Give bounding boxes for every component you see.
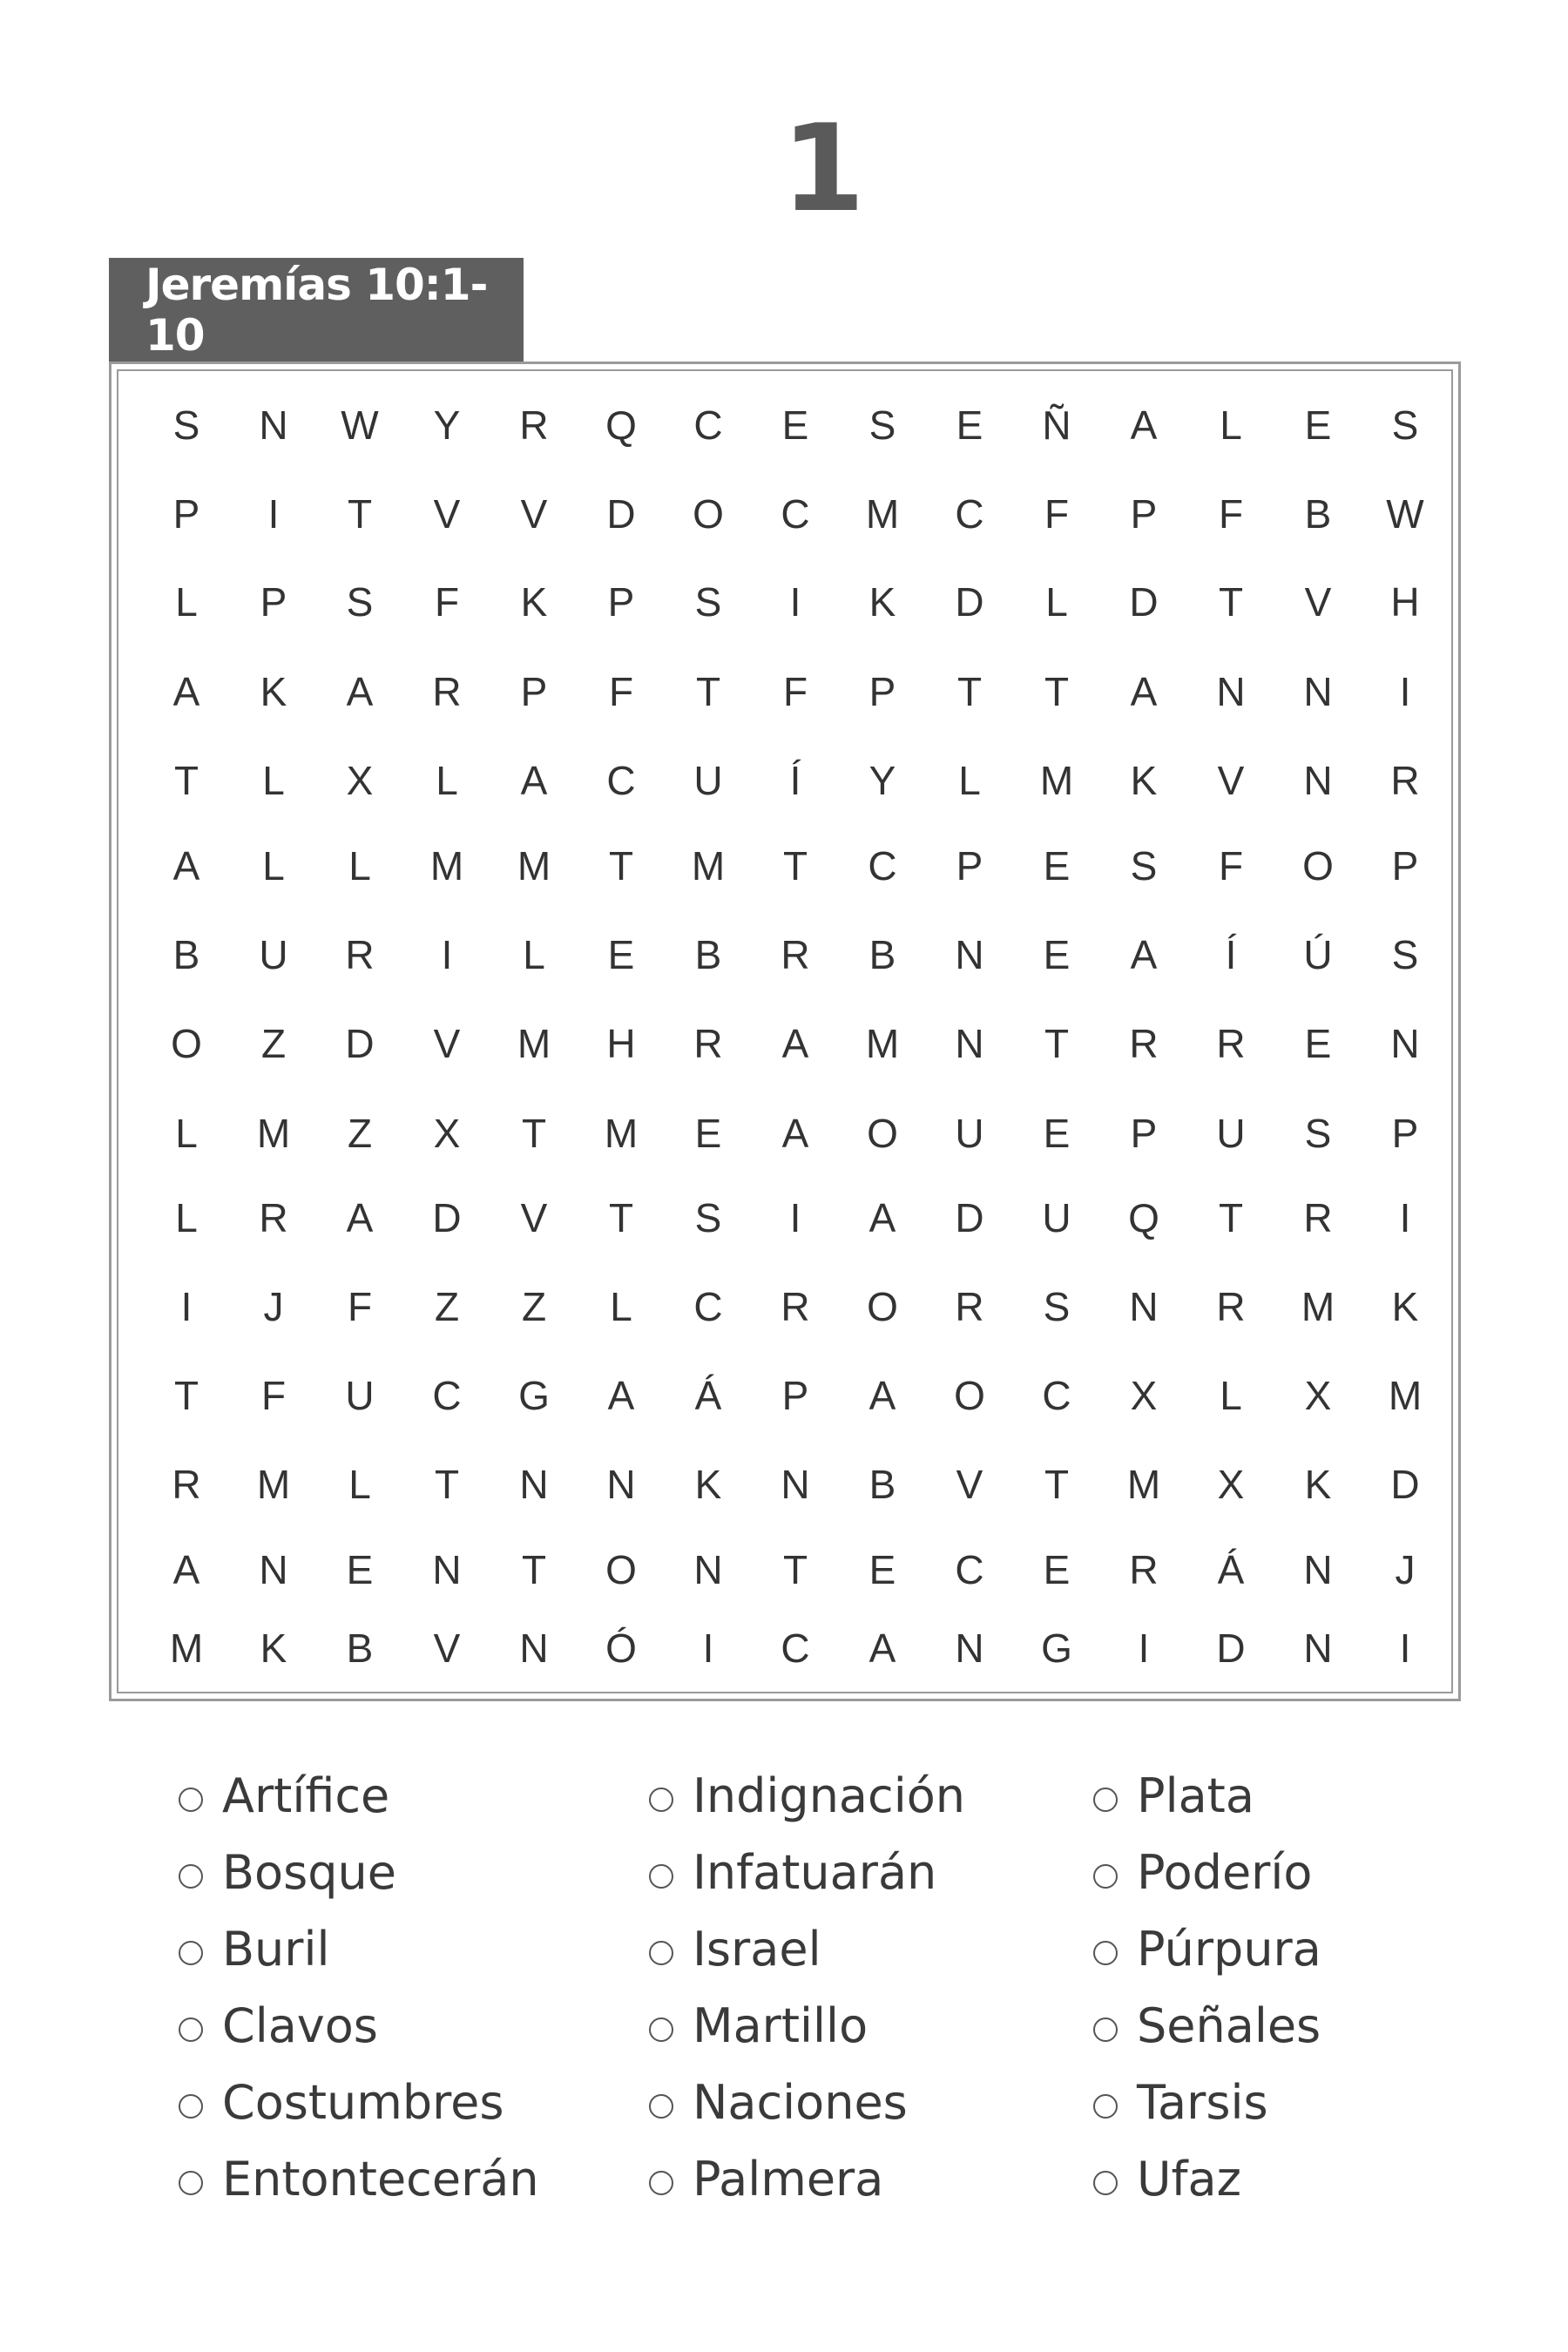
- grid-letter[interactable]: A: [868, 1195, 896, 1240]
- grid-letter[interactable]: G: [1041, 1625, 1072, 1671]
- word-label: Israel: [693, 1922, 821, 1977]
- word-list-column: [649, 1758, 965, 2218]
- checkbox-circle-icon[interactable]: [649, 1788, 673, 1812]
- grid-letter[interactable]: C: [1042, 1373, 1071, 1418]
- grid-letter[interactable]: D: [1129, 579, 1159, 625]
- grid-letter[interactable]: R: [781, 1284, 810, 1329]
- grid-letter[interactable]: P: [1130, 1111, 1158, 1156]
- grid-letter[interactable]: I: [1399, 669, 1411, 714]
- grid-letter[interactable]: M: [1301, 1284, 1335, 1329]
- grid-letter[interactable]: R: [259, 1195, 288, 1240]
- grid-letter[interactable]: M: [517, 1021, 551, 1066]
- grid-letter[interactable]: C: [606, 758, 636, 803]
- word-list-item: [1093, 2065, 1321, 2141]
- grid-letter[interactable]: X: [1217, 1462, 1245, 1507]
- grid-letter[interactable]: P: [607, 579, 635, 625]
- grid-letter[interactable]: O: [954, 1373, 985, 1418]
- grid-letter[interactable]: N: [259, 1547, 288, 1592]
- grid-letter[interactable]: F: [260, 1373, 287, 1418]
- grid-letter[interactable]: A: [346, 669, 374, 714]
- word-label: Ufaz: [1137, 2152, 1241, 2207]
- grid-letter[interactable]: T: [521, 1111, 547, 1156]
- word-list: [0, 1758, 1568, 2281]
- grid-letter[interactable]: S: [1391, 402, 1419, 448]
- grid-letter[interactable]: R: [1129, 1021, 1159, 1066]
- grid-letter[interactable]: E: [781, 402, 809, 448]
- word-list-item: [179, 1988, 539, 2065]
- grid-letter[interactable]: R: [781, 932, 810, 977]
- grid-letter[interactable]: K: [1130, 758, 1158, 803]
- grid-letter[interactable]: S: [694, 1195, 722, 1240]
- grid-letter[interactable]: F: [1044, 491, 1070, 537]
- grid-letter[interactable]: F: [347, 1284, 373, 1329]
- grid-letter[interactable]: E: [1304, 1021, 1332, 1066]
- grid-letter[interactable]: T: [434, 1462, 460, 1507]
- grid-letter[interactable]: D: [606, 491, 636, 537]
- grid-letter[interactable]: Y: [868, 758, 896, 803]
- checkbox-circle-icon[interactable]: [649, 2171, 673, 2195]
- word-list-item: [649, 1835, 965, 1911]
- grid-letter[interactable]: L: [1045, 579, 1068, 625]
- grid-inner-border: [117, 369, 1453, 1693]
- grid-letter[interactable]: T: [347, 491, 373, 537]
- grid-letter[interactable]: E: [346, 1547, 374, 1592]
- grid-letter[interactable]: T: [782, 1547, 808, 1592]
- grid-letter[interactable]: N: [1303, 1547, 1333, 1592]
- grid-letter[interactable]: V: [433, 491, 461, 537]
- grid-letter[interactable]: E: [868, 1547, 896, 1592]
- checkbox-circle-icon[interactable]: [1093, 2017, 1118, 2042]
- grid-letter[interactable]: J: [263, 1284, 284, 1329]
- grid-letter[interactable]: S: [346, 579, 374, 625]
- grid-letter[interactable]: P: [1391, 843, 1419, 889]
- checkbox-circle-icon[interactable]: [1093, 1941, 1118, 1965]
- word-list-item: [1093, 1911, 1321, 1988]
- grid-letter[interactable]: P: [1130, 491, 1158, 537]
- grid-letter[interactable]: V: [520, 491, 548, 537]
- grid-letter[interactable]: A: [172, 669, 200, 714]
- grid-letter[interactable]: N: [781, 1462, 810, 1507]
- grid-letter[interactable]: L: [262, 758, 285, 803]
- grid-letter[interactable]: C: [868, 843, 897, 889]
- word-list-item: [179, 2141, 539, 2218]
- grid-letter[interactable]: T: [1218, 1195, 1244, 1240]
- page-number: 1: [781, 98, 866, 239]
- grid-letter[interactable]: T: [608, 1195, 634, 1240]
- grid-letter[interactable]: T: [695, 669, 721, 714]
- word-list-item: [179, 1758, 539, 1835]
- grid-letter[interactable]: O: [605, 1547, 637, 1592]
- grid-letter[interactable]: N: [955, 1021, 984, 1066]
- grid-letter[interactable]: P: [260, 579, 287, 625]
- word-list-item: [649, 1988, 965, 2065]
- grid-letter[interactable]: U: [1042, 1195, 1071, 1240]
- grid-letter[interactable]: A: [520, 758, 548, 803]
- grid-letter[interactable]: I: [180, 1284, 193, 1329]
- grid-letter[interactable]: E: [1043, 1547, 1071, 1592]
- word-list-item: [179, 2065, 539, 2141]
- grid-letter[interactable]: O: [867, 1111, 898, 1156]
- grid-letter[interactable]: A: [1130, 669, 1158, 714]
- grid-letter[interactable]: T: [608, 843, 634, 889]
- grid-letter[interactable]: G: [518, 1373, 550, 1418]
- passage-title: Jeremías 10:1-10: [145, 260, 488, 361]
- grid-letter[interactable]: L: [1220, 402, 1242, 448]
- grid-letter[interactable]: N: [1216, 669, 1246, 714]
- grid-letter[interactable]: I: [789, 579, 801, 625]
- grid-letter[interactable]: Y: [433, 402, 461, 448]
- grid-letter[interactable]: M: [169, 1625, 204, 1671]
- checkbox-circle-icon[interactable]: [1093, 2171, 1118, 2195]
- grid-letter[interactable]: X: [1304, 1373, 1332, 1418]
- grid-letter[interactable]: R: [1129, 1547, 1159, 1592]
- grid-letter[interactable]: M: [517, 843, 551, 889]
- word-label: Buril: [222, 1922, 330, 1977]
- word-list-item: [649, 1758, 965, 1835]
- grid-letter[interactable]: P: [868, 669, 896, 714]
- grid-letter[interactable]: E: [1043, 843, 1071, 889]
- grid-letter[interactable]: N: [519, 1625, 549, 1671]
- grid-letter[interactable]: N: [1390, 1021, 1420, 1066]
- grid-letter[interactable]: D: [1390, 1462, 1420, 1507]
- word-label: Púrpura: [1137, 1922, 1321, 1977]
- grid-letter[interactable]: I: [1399, 1625, 1411, 1671]
- grid-letter[interactable]: H: [1390, 579, 1420, 625]
- grid-letter[interactable]: N: [693, 1547, 723, 1592]
- grid-letter[interactable]: S: [868, 402, 896, 448]
- grid-letter[interactable]: L: [958, 758, 981, 803]
- checkbox-circle-icon[interactable]: [1093, 1788, 1118, 1812]
- checkbox-circle-icon[interactable]: [649, 1864, 673, 1889]
- grid-letter[interactable]: B: [868, 1462, 896, 1507]
- grid-letter[interactable]: P: [1391, 1111, 1419, 1156]
- grid-letter[interactable]: O: [1302, 843, 1334, 889]
- grid-letter[interactable]: Í: [1225, 932, 1237, 977]
- grid-letter[interactable]: T: [1044, 1462, 1070, 1507]
- grid-letter[interactable]: A: [781, 1021, 809, 1066]
- grid-letter[interactable]: K: [520, 579, 548, 625]
- grid-letter[interactable]: U: [693, 758, 723, 803]
- word-label: Tarsis: [1137, 2075, 1268, 2130]
- grid-letter[interactable]: Q: [605, 402, 637, 448]
- word-list-column: [179, 1758, 539, 2218]
- grid-letter[interactable]: V: [956, 1462, 983, 1507]
- grid-letter[interactable]: K: [1391, 1284, 1419, 1329]
- grid-letter[interactable]: T: [1044, 669, 1070, 714]
- grid-letter[interactable]: K: [1304, 1462, 1332, 1507]
- grid-letter[interactable]: K: [868, 579, 896, 625]
- grid-letter[interactable]: B: [346, 1625, 374, 1671]
- grid-letter[interactable]: W: [341, 402, 379, 448]
- word-search-grid: [109, 362, 1461, 1701]
- word-list-item: [649, 2141, 965, 2218]
- grid-letter[interactable]: L: [436, 758, 458, 803]
- word-list-item: [1093, 1835, 1321, 1911]
- grid-letter[interactable]: T: [173, 758, 199, 803]
- grid-letter[interactable]: R: [1303, 1195, 1333, 1240]
- grid-letter[interactable]: S: [1304, 1111, 1332, 1156]
- grid-letter[interactable]: A: [781, 1111, 809, 1156]
- word-list-item: [1093, 1988, 1321, 2065]
- grid-letter[interactable]: U: [955, 1111, 984, 1156]
- grid-letter[interactable]: M: [1388, 1373, 1423, 1418]
- grid-letter[interactable]: A: [1130, 402, 1158, 448]
- grid-letter[interactable]: I: [789, 1195, 801, 1240]
- grid-letter[interactable]: S: [1391, 932, 1419, 977]
- grid-letter[interactable]: M: [1039, 758, 1074, 803]
- grid-letter[interactable]: F: [1218, 843, 1244, 889]
- word-label: Indignación: [693, 1768, 965, 1823]
- checkbox-circle-icon[interactable]: [1093, 2094, 1118, 2119]
- grid-letter[interactable]: M: [691, 843, 726, 889]
- grid-letter[interactable]: L: [523, 932, 545, 977]
- grid-letter[interactable]: R: [1216, 1021, 1246, 1066]
- word-label: Plata: [1137, 1768, 1254, 1823]
- word-label: Martillo: [693, 1998, 868, 2053]
- grid-letter[interactable]: F: [782, 669, 808, 714]
- grid-letter[interactable]: I: [1399, 1195, 1411, 1240]
- word-label: Señales: [1137, 1998, 1321, 2053]
- checkbox-circle-icon[interactable]: [649, 2017, 673, 2042]
- word-label: Infatuarán: [693, 1845, 937, 1900]
- word-list-item: [649, 1911, 965, 1988]
- grid-letter[interactable]: M: [256, 1111, 291, 1156]
- grid-letter[interactable]: T: [782, 843, 808, 889]
- grid-letter[interactable]: F: [434, 579, 460, 625]
- grid-letter[interactable]: Á: [1217, 1547, 1245, 1592]
- grid-letter[interactable]: R: [432, 669, 462, 714]
- grid-letter[interactable]: T: [956, 669, 983, 714]
- grid-letter[interactable]: R: [1216, 1284, 1246, 1329]
- word-label: Naciones: [693, 2075, 908, 2130]
- grid-letter[interactable]: Ú: [1303, 932, 1333, 977]
- word-list-item: [649, 2065, 965, 2141]
- grid-letter[interactable]: D: [345, 1021, 375, 1066]
- grid-letter[interactable]: D: [955, 1195, 984, 1240]
- grid-letter[interactable]: B: [868, 932, 896, 977]
- word-label: Artífice: [222, 1768, 390, 1823]
- grid-letter[interactable]: Í: [789, 758, 801, 803]
- grid-letter[interactable]: L: [348, 1462, 371, 1507]
- grid-letter[interactable]: I: [441, 932, 453, 977]
- grid-letter[interactable]: D: [1216, 1625, 1246, 1671]
- grid-letter[interactable]: F: [1218, 491, 1244, 537]
- passage-title-tab: [109, 258, 524, 362]
- grid-letter[interactable]: R: [345, 932, 375, 977]
- grid-letter[interactable]: O: [171, 1021, 202, 1066]
- word-list-item: [1093, 1758, 1321, 1835]
- grid-letter[interactable]: A: [868, 1625, 896, 1671]
- grid-letter[interactable]: H: [606, 1021, 636, 1066]
- grid-letter[interactable]: R: [693, 1021, 723, 1066]
- grid-letter[interactable]: V: [433, 1625, 461, 1671]
- grid-letter[interactable]: U: [259, 932, 288, 977]
- grid-letter[interactable]: V: [433, 1021, 461, 1066]
- grid-letter[interactable]: C: [432, 1373, 462, 1418]
- grid-letter[interactable]: Z: [347, 1111, 373, 1156]
- word-label: Poderío: [1137, 1845, 1313, 1900]
- checkbox-circle-icon[interactable]: [179, 1941, 203, 1965]
- checkbox-circle-icon[interactable]: [179, 2094, 203, 2119]
- grid-letter[interactable]: A: [868, 1373, 896, 1418]
- grid-letter[interactable]: P: [520, 669, 548, 714]
- grid-letter[interactable]: L: [1220, 1373, 1242, 1418]
- grid-letter[interactable]: K: [694, 1462, 722, 1507]
- grid-letter[interactable]: N: [1129, 1284, 1159, 1329]
- grid-letter[interactable]: N: [1303, 669, 1333, 714]
- grid-letter[interactable]: K: [260, 669, 287, 714]
- checkbox-circle-icon[interactable]: [649, 2094, 673, 2119]
- grid-letter[interactable]: C: [693, 1284, 723, 1329]
- grid-letter[interactable]: S: [1130, 843, 1158, 889]
- grid-letter[interactable]: X: [346, 758, 374, 803]
- checkbox-circle-icon[interactable]: [179, 1864, 203, 1889]
- grid-letter[interactable]: O: [693, 491, 724, 537]
- grid-letter[interactable]: E: [607, 932, 635, 977]
- checkbox-circle-icon[interactable]: [179, 1788, 203, 1812]
- grid-letter[interactable]: F: [608, 669, 634, 714]
- grid-letter[interactable]: M: [865, 491, 900, 537]
- grid-letter[interactable]: U: [345, 1373, 375, 1418]
- grid-letter[interactable]: B: [172, 932, 200, 977]
- grid-letter[interactable]: L: [175, 1195, 198, 1240]
- grid-letter[interactable]: R: [955, 1284, 984, 1329]
- grid-letter[interactable]: I: [1138, 1625, 1150, 1671]
- grid-letter[interactable]: C: [781, 1625, 810, 1671]
- grid-letter[interactable]: Ñ: [1042, 402, 1071, 448]
- grid-letter[interactable]: S: [694, 579, 722, 625]
- grid-letter[interactable]: Z: [260, 1021, 287, 1066]
- grid-letter[interactable]: R: [172, 1462, 201, 1507]
- grid-letter[interactable]: T: [1218, 579, 1244, 625]
- grid-letter[interactable]: N: [955, 1625, 984, 1671]
- checkbox-circle-icon[interactable]: [179, 2171, 203, 2195]
- grid-letter[interactable]: A: [172, 1547, 200, 1592]
- grid-letter[interactable]: A: [1130, 932, 1158, 977]
- grid-letter[interactable]: I: [267, 491, 280, 537]
- grid-letter[interactable]: M: [865, 1021, 900, 1066]
- grid-letter[interactable]: M: [1126, 1462, 1161, 1507]
- grid-letter[interactable]: T: [173, 1373, 199, 1418]
- grid-letter[interactable]: E: [956, 402, 983, 448]
- grid-letter[interactable]: L: [175, 579, 198, 625]
- grid-letter[interactable]: C: [955, 1547, 984, 1592]
- grid-letter[interactable]: A: [346, 1195, 374, 1240]
- grid-letter[interactable]: X: [433, 1111, 461, 1156]
- grid-letter[interactable]: N: [519, 1462, 549, 1507]
- grid-letter[interactable]: N: [955, 932, 984, 977]
- grid-letter[interactable]: N: [606, 1462, 636, 1507]
- grid-letter[interactable]: S: [172, 402, 200, 448]
- grid-letter[interactable]: T: [521, 1547, 547, 1592]
- word-label: Costumbres: [222, 2075, 504, 2130]
- grid-letter[interactable]: N: [432, 1547, 462, 1592]
- grid-letter[interactable]: K: [260, 1625, 287, 1671]
- grid-letter[interactable]: X: [1130, 1373, 1158, 1418]
- grid-letter[interactable]: N: [1303, 758, 1333, 803]
- grid-letter[interactable]: J: [1395, 1547, 1416, 1592]
- word-label: Palmera: [693, 2152, 884, 2207]
- grid-letter[interactable]: T: [1044, 1021, 1070, 1066]
- grid-letter[interactable]: C: [781, 491, 810, 537]
- grid-letter[interactable]: E: [1043, 1111, 1071, 1156]
- grid-letter[interactable]: L: [175, 1111, 198, 1156]
- word-label: Entontecerán: [222, 2152, 539, 2207]
- grid-letter[interactable]: Z: [434, 1284, 460, 1329]
- word-label: Clavos: [222, 1998, 378, 2053]
- grid-letter[interactable]: M: [256, 1462, 291, 1507]
- word-list-item: [1093, 2141, 1321, 2218]
- grid-letter[interactable]: V: [1217, 758, 1245, 803]
- word-list-item: [179, 1911, 539, 1988]
- grid-letter[interactable]: N: [1303, 1625, 1333, 1671]
- grid-letter[interactable]: E: [694, 1111, 722, 1156]
- word-list-item: [179, 1835, 539, 1911]
- grid-letter[interactable]: Q: [1128, 1195, 1159, 1240]
- grid-letter[interactable]: W: [1386, 491, 1424, 537]
- grid-letter[interactable]: P: [172, 491, 200, 537]
- grid-letter[interactable]: M: [604, 1111, 639, 1156]
- grid-letter[interactable]: A: [607, 1373, 635, 1418]
- grid-letter[interactable]: B: [1304, 491, 1332, 537]
- grid-letter[interactable]: N: [259, 402, 288, 448]
- grid-letter[interactable]: D: [955, 579, 984, 625]
- grid-letter[interactable]: E: [1043, 932, 1071, 977]
- checkbox-circle-icon[interactable]: [179, 2017, 203, 2042]
- grid-letter[interactable]: V: [520, 1195, 548, 1240]
- checkbox-circle-icon[interactable]: [1093, 1864, 1118, 1889]
- grid-letter[interactable]: S: [1043, 1284, 1071, 1329]
- grid-letter[interactable]: U: [1216, 1111, 1246, 1156]
- grid-letter[interactable]: D: [432, 1195, 462, 1240]
- grid-letter[interactable]: O: [867, 1284, 898, 1329]
- grid-letter[interactable]: L: [610, 1284, 632, 1329]
- grid-letter[interactable]: R: [519, 402, 549, 448]
- grid-letter[interactable]: L: [348, 843, 371, 889]
- grid-letter[interactable]: P: [781, 1373, 809, 1418]
- grid-letter[interactable]: A: [172, 843, 200, 889]
- grid-letter[interactable]: R: [1390, 758, 1420, 803]
- grid-letter[interactable]: E: [1304, 402, 1332, 448]
- word-list-column: [1093, 1758, 1321, 2218]
- grid-letter[interactable]: Ó: [605, 1625, 637, 1671]
- grid-letter[interactable]: V: [1304, 579, 1332, 625]
- grid-letter[interactable]: C: [955, 491, 984, 537]
- word-label: Bosque: [222, 1845, 396, 1900]
- checkbox-circle-icon[interactable]: [649, 1941, 673, 1965]
- grid-letter[interactable]: P: [956, 843, 983, 889]
- grid-letter[interactable]: I: [702, 1625, 714, 1671]
- grid-letter[interactable]: B: [694, 932, 722, 977]
- grid-letter[interactable]: C: [693, 402, 723, 448]
- grid-letter[interactable]: L: [262, 843, 285, 889]
- grid-letter[interactable]: Á: [694, 1373, 722, 1418]
- grid-letter[interactable]: Z: [521, 1284, 547, 1329]
- grid-letter[interactable]: M: [429, 843, 464, 889]
